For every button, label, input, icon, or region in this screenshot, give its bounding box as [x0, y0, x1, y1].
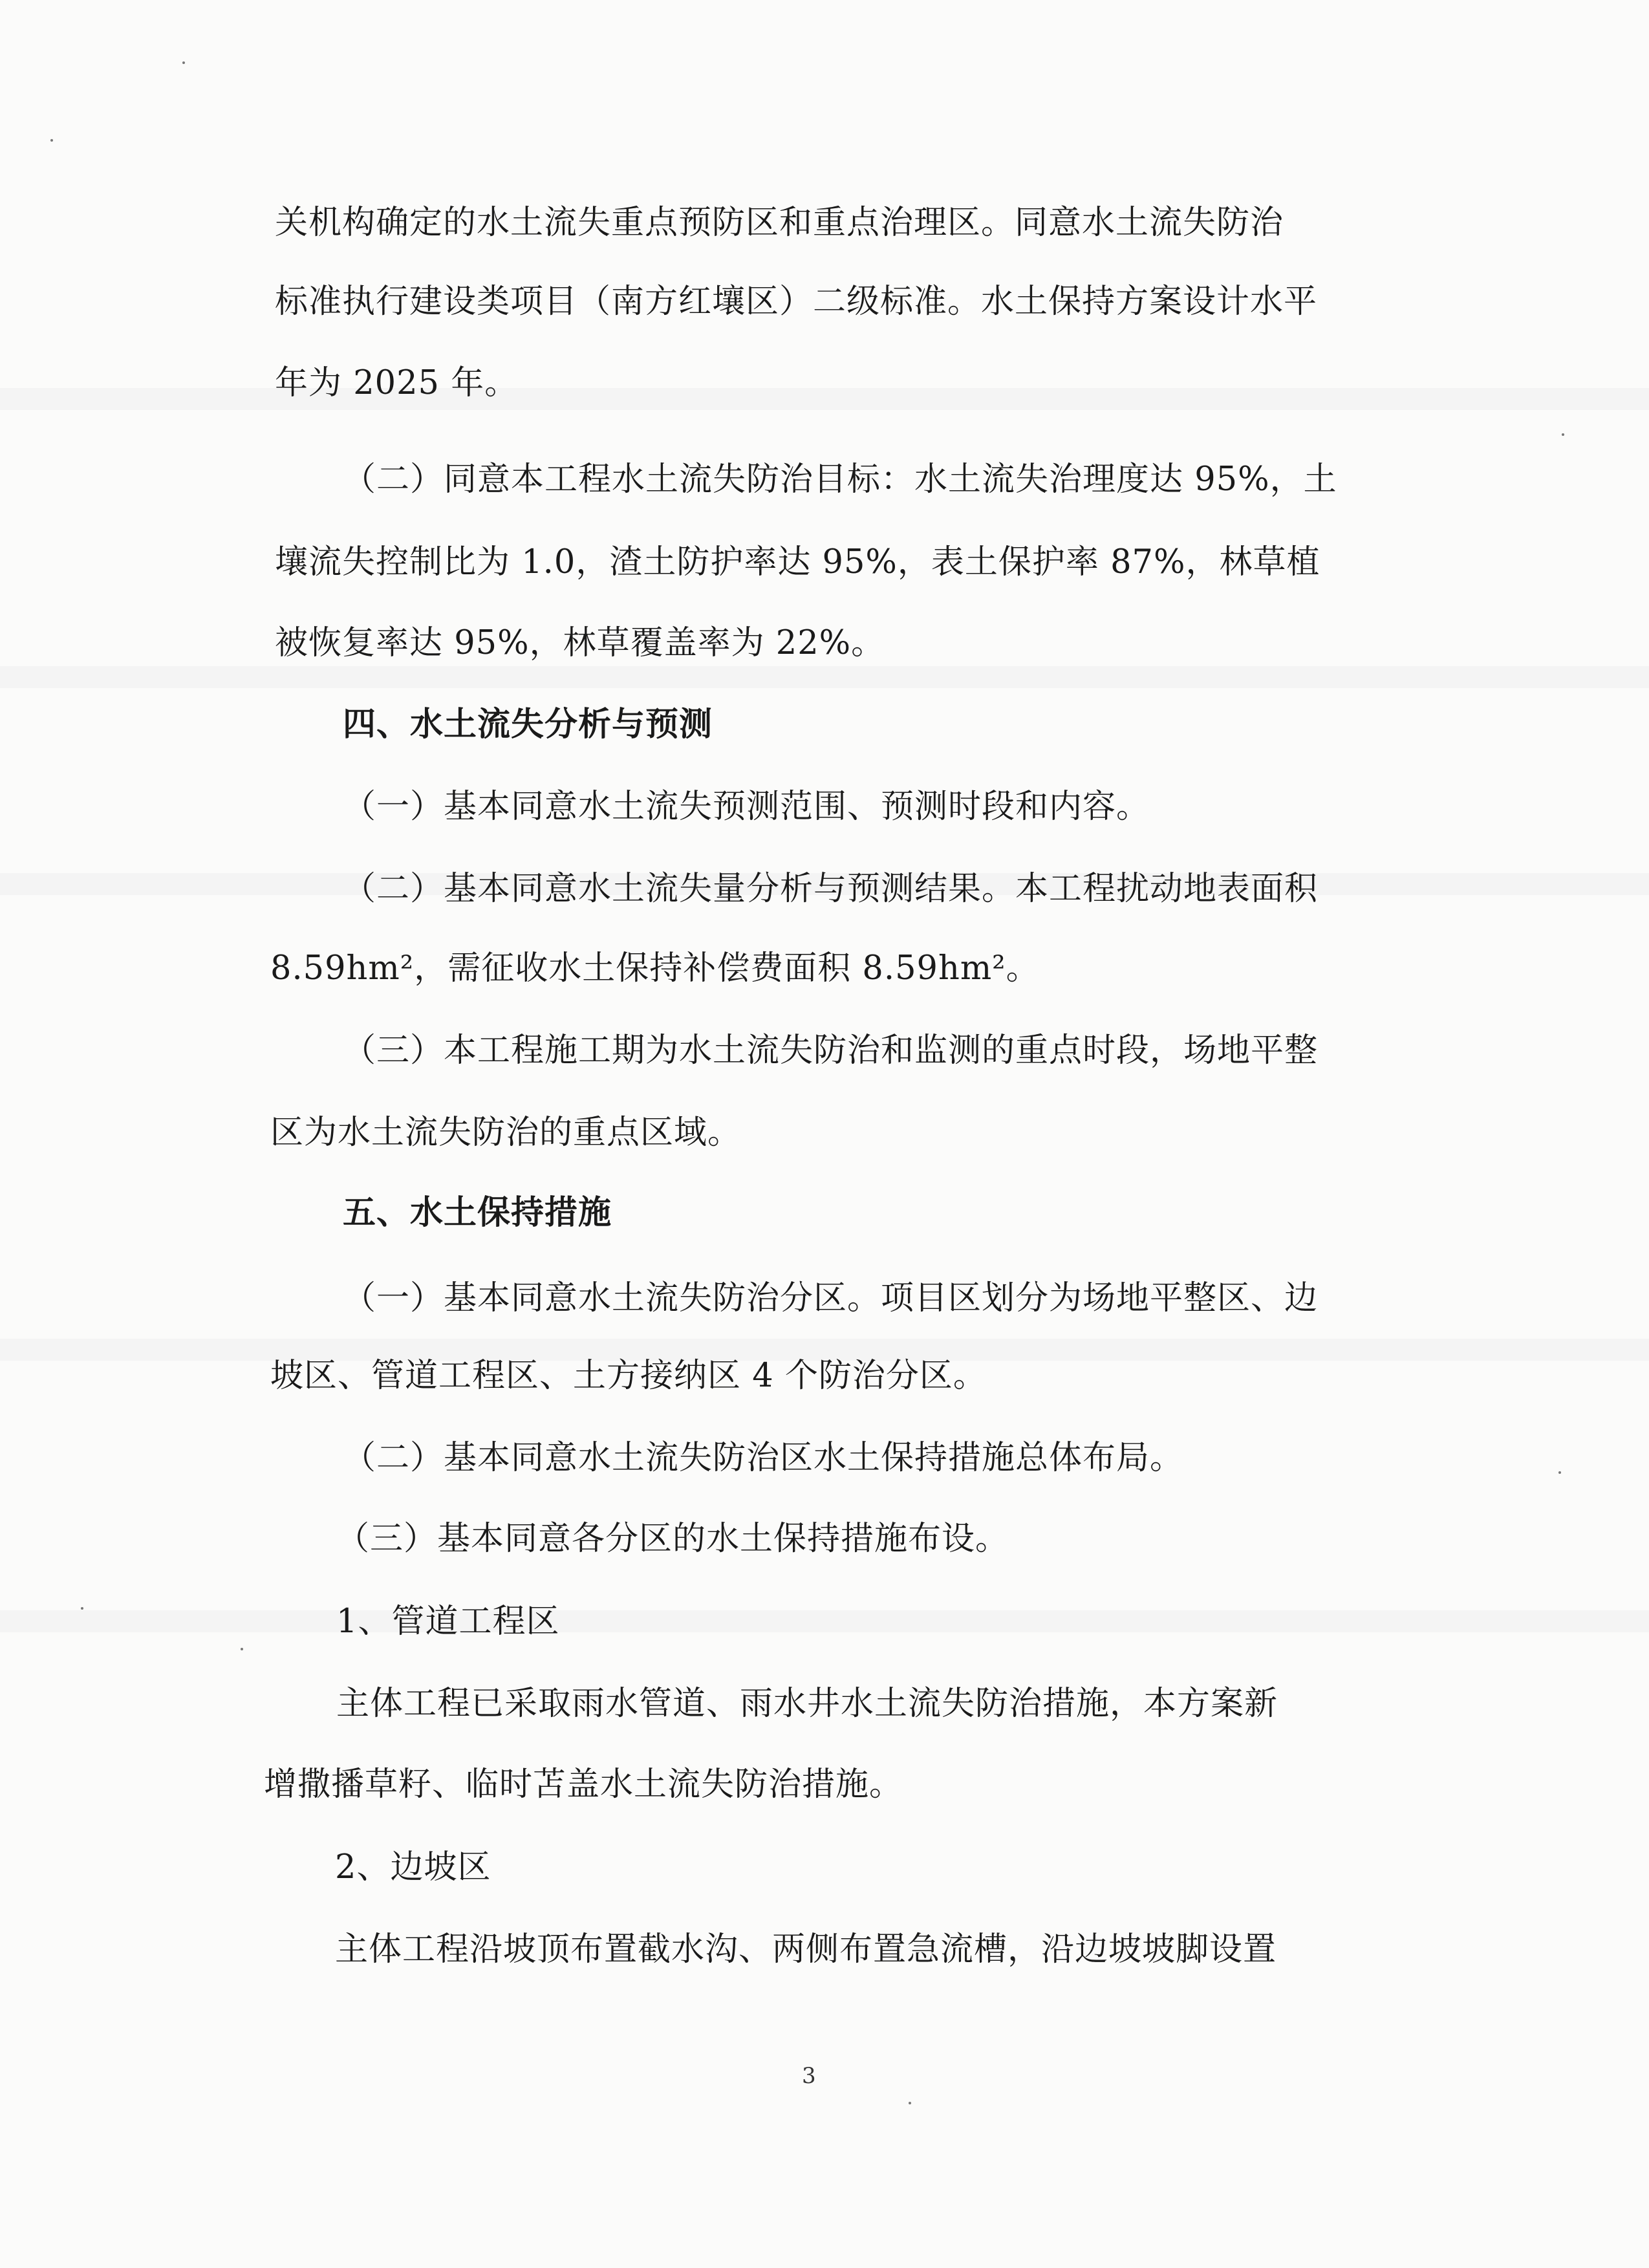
scan-speck — [1558, 1471, 1561, 1474]
scan-speck — [1562, 433, 1564, 436]
subheading-slope-area: 2、边坡区 — [335, 1848, 491, 1886]
body-line-11: （三）本工程施工期为水土流失防治和监测的重点时段，场地平整 — [343, 1031, 1319, 1070]
scan-bleed-band — [0, 1610, 1649, 1632]
scan-speck — [182, 61, 185, 64]
scan-speck — [909, 2102, 911, 2104]
body-line-9: （二）基本同意水土流失量分析与预测结果。本工程扰动地表面积 — [343, 870, 1319, 908]
body-line-2: 标准执行建设类项目（南方红壤区）二级标准。水土保持方案设计水平 — [275, 283, 1318, 321]
body-line-14: （一）基本同意水土流失防治分区。项目区划分为场地平整区、边 — [343, 1279, 1319, 1317]
body-line-3: 年为 2025 年。 — [275, 364, 519, 402]
body-line-15: 坡区、管道工程区、土方接纳区 4 个防治分区。 — [270, 1357, 987, 1395]
subheading-pipeline-area: 1、管道工程区 — [336, 1603, 560, 1641]
body-line-8: （一）基本同意水土流失预测范围、预测时段和内容。 — [343, 788, 1150, 826]
scan-speck — [81, 1607, 83, 1610]
body-line-19: 主体工程已采取雨水管道、雨水井水土流失防治措施，本方案新 — [336, 1685, 1278, 1723]
body-line-16: （二）基本同意水土流失防治区水土保持措施总体布局。 — [343, 1439, 1184, 1477]
body-line-17: （三）基本同意各分区的水土保持措施布设。 — [336, 1520, 1009, 1558]
body-line-4: （二）同意本工程水土流失防治目标：水土流失治理度达 95%，土 — [343, 460, 1337, 499]
scan-speck — [241, 1648, 243, 1650]
body-line-10: 8.59hm²，需征收水土保持补偿费面积 8.59hm²。 — [270, 949, 1040, 988]
body-line-6: 被恢复率达 95%，林草覆盖率为 22%。 — [275, 624, 885, 662]
section-heading-5: 五、水土保持措施 — [343, 1193, 612, 1232]
body-line-12: 区为水土流失防治的重点区域。 — [270, 1114, 742, 1152]
body-line-22: 主体工程沿坡顶布置截水沟、两侧布置急流槽，沿边坡坡脚设置 — [335, 1930, 1277, 1969]
section-heading-4: 四、水土流失分析与预测 — [343, 705, 713, 744]
page-number: 3 — [802, 2063, 816, 2089]
scan-speck — [50, 139, 53, 142]
scan-bleed-band — [0, 388, 1649, 410]
body-line-20: 增撒播草籽、临时苫盖水土流失防治措施。 — [264, 1766, 903, 1804]
body-line-1: 关机构确定的水土流失重点预防区和重点治理区。同意水土流失防治 — [275, 204, 1284, 242]
scan-bleed-band — [0, 666, 1649, 688]
body-line-5: 壤流失控制比为 1.0，渣土防护率达 95%，表土保护率 87%，林草植 — [275, 543, 1320, 581]
